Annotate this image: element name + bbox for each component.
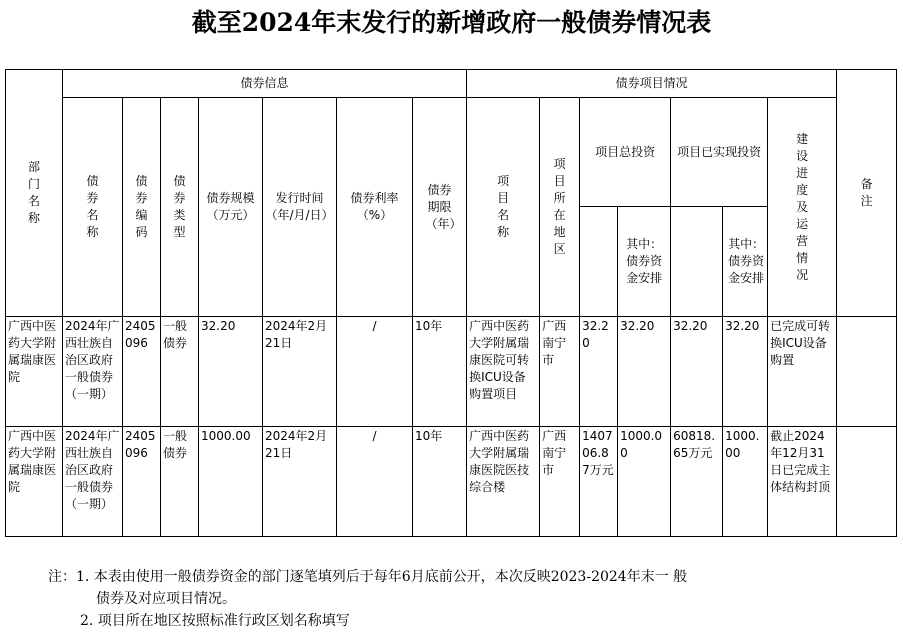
- bond-table: [5, 69, 897, 537]
- cell-term: 10年: [413, 427, 467, 537]
- header-realized-investment-bond: 其中：债券资金安排: [723, 207, 768, 317]
- header-bond-code: 债券编码: [123, 98, 161, 317]
- cell-progress: 截止2024年12月31日已完成主体结构封顶: [768, 427, 837, 537]
- cell-issue-date: 2024年2月21日: [263, 317, 337, 427]
- cell-department: 广西中医药大学附属瑞康医院: [6, 427, 63, 537]
- cell-bond-name: 2024年广西壮族自治区政府一般债券（一期）: [63, 427, 123, 537]
- footnote-line-3: 2. 项目所在地区按照标准行政区划名称填写: [80, 613, 350, 629]
- header-issue-date: 发行时间（年/月/日）: [263, 98, 337, 317]
- cell-realized-investment-bond: 32.20: [723, 317, 768, 427]
- cell-project-name: 广西中医药大学附属瑞康医院可转换ICU设备购置项目: [467, 317, 540, 427]
- cell-project-location: 广西南宁市: [540, 427, 580, 537]
- header-total-investment-spacer: [580, 207, 618, 317]
- cell-bond-scale: 1000.00: [199, 427, 263, 537]
- cell-bond-name: 2024年广西壮族自治区政府一般债券（一期）: [63, 317, 123, 427]
- cell-realized-investment-bond: 1000.00: [723, 427, 768, 537]
- page-title: 截至2024年末发行的新增政府一般债券情况表: [191, 8, 712, 37]
- header-realized-investment-spacer: [671, 207, 723, 317]
- cell-department: 广西中医药大学附属瑞康医院: [6, 317, 63, 427]
- header-remarks: 备注: [837, 70, 897, 317]
- cell-total-investment-bond: 1000.00: [618, 427, 671, 537]
- cell-interest-rate: /: [337, 317, 413, 427]
- cell-bond-code: 2405096: [123, 427, 161, 537]
- table-row: [6, 317, 897, 427]
- cell-bond-code: 2405096: [123, 317, 161, 427]
- cell-realized-investment: 32.20: [671, 317, 723, 427]
- cell-issue-date: 2024年2月21日: [263, 427, 337, 537]
- header-project-location: 项目所在地区: [540, 98, 580, 317]
- cell-total-investment: 32.20: [580, 317, 618, 427]
- header-total-investment: 项目总投资: [580, 98, 671, 207]
- footnote-line-2: 债券及对应项目情况。: [96, 591, 236, 607]
- table-row: [6, 427, 897, 537]
- footnote-line-1: 注：1. 本表由使用一般债券资金的部门逐笔填列后于每年6月底前公开，本次反映2023-2024年末一 般: [48, 569, 688, 585]
- header-bond-name: 债券名称: [63, 98, 123, 317]
- cell-remarks: [837, 427, 897, 537]
- header-row-1: [6, 70, 897, 98]
- header-term: 债券期限（年）: [413, 98, 467, 317]
- cell-interest-rate: /: [337, 427, 413, 537]
- cell-total-investment-bond: 32.20: [618, 317, 671, 427]
- header-bond-type: 债券类型: [161, 98, 199, 317]
- cell-progress: 已完成可转换ICU设备购置: [768, 317, 837, 427]
- cell-total-investment: 140706.87万元: [580, 427, 618, 537]
- cell-bond-type: 一般债券: [161, 317, 199, 427]
- header-row-2: [6, 98, 897, 207]
- header-bond-info: 债券信息: [63, 70, 467, 98]
- cell-remarks: [837, 317, 897, 427]
- cell-project-location: 广西南宁市: [540, 317, 580, 427]
- cell-project-name: 广西中医药大学附属瑞康医院医技综合楼: [467, 427, 540, 537]
- header-interest-rate: 债券利率（%）: [337, 98, 413, 317]
- cell-term: 10年: [413, 317, 467, 427]
- cell-bond-type: 一般债券: [161, 427, 199, 537]
- header-project-name: 项目名称: [467, 98, 540, 317]
- header-bond-scale: 债券规模（万元）: [199, 98, 263, 317]
- header-department: 部门名称: [6, 70, 63, 317]
- cell-bond-scale: 32.20: [199, 317, 263, 427]
- header-total-investment-bond: 其中：债券资金安排: [618, 207, 671, 317]
- footnotes: [48, 566, 687, 632]
- header-progress: 建设进度及运营情况: [768, 98, 837, 317]
- header-project-info: 债券项目情况: [467, 70, 837, 98]
- cell-realized-investment: 60818.65万元: [671, 427, 723, 537]
- header-realized-investment: 项目已实现投资: [671, 98, 768, 207]
